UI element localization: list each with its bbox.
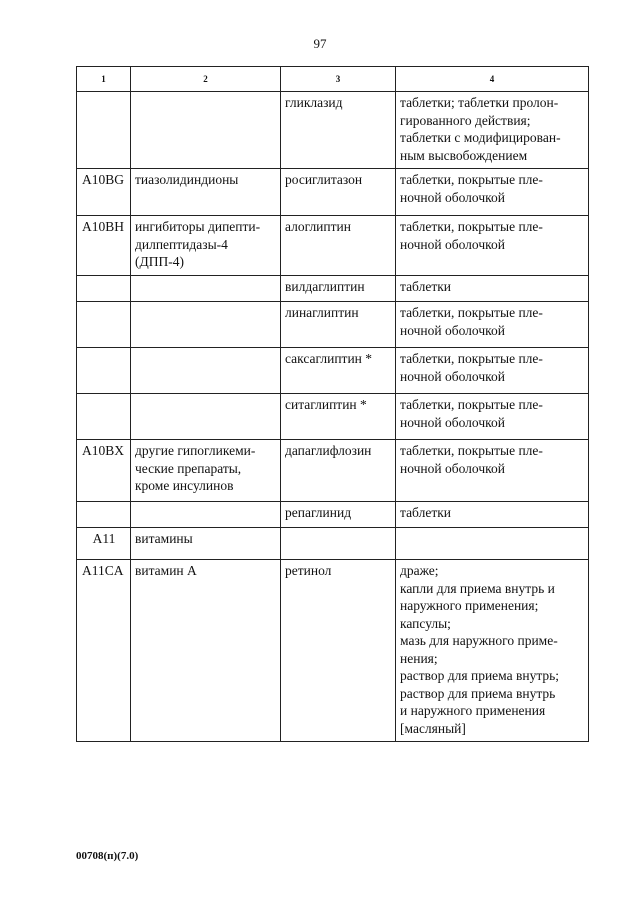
group-name-cell: витамины	[131, 528, 281, 560]
atc-code-cell: A11CA	[77, 560, 131, 742]
table-row	[77, 348, 589, 394]
dosage-form-cell: таблетки, покрытые пле- ночной оболочкой	[396, 348, 589, 394]
drug-name-cell: линаглиптин	[281, 302, 396, 348]
dosage-form-cell: таблетки, покрытые пле- ночной оболочкой	[396, 440, 589, 502]
group-name-cell: тиазолидиндионы	[131, 169, 281, 216]
dosage-form-cell: таблетки, покрытые пле- ночной оболочкой	[396, 302, 589, 348]
table-row	[77, 440, 589, 502]
atc-code-cell	[77, 502, 131, 528]
table-row	[77, 92, 589, 169]
atc-code-cell: A10BG	[77, 169, 131, 216]
atc-code-cell: A11	[77, 528, 131, 560]
atc-code-cell	[77, 394, 131, 440]
column-header: 4	[396, 67, 589, 92]
drug-name-cell: вилдаглиптин	[281, 276, 396, 302]
atc-code-cell: A10BH	[77, 216, 131, 276]
dosage-form-cell	[396, 528, 589, 560]
dosage-form-cell: таблетки	[396, 276, 589, 302]
atc-code-cell: A10BX	[77, 440, 131, 502]
drug-name-cell	[281, 528, 396, 560]
column-header: 1	[77, 67, 131, 92]
dosage-form-cell: таблетки	[396, 502, 589, 528]
table-row	[77, 394, 589, 440]
dosage-form-cell: таблетки, покрытые пле- ночной оболочкой	[396, 169, 589, 216]
drug-name-cell: ретинол	[281, 560, 396, 742]
table-row	[77, 528, 589, 560]
drug-name-cell: дапаглифлозин	[281, 440, 396, 502]
table-row	[77, 216, 589, 276]
table-header-row	[77, 67, 589, 92]
document-footer-code: 00708(п)(7.0)	[76, 850, 139, 862]
table-row	[77, 560, 589, 742]
drug-name-cell: ситаглиптин *	[281, 394, 396, 440]
drug-name-cell: саксаглиптин *	[281, 348, 396, 394]
table-row	[77, 502, 589, 528]
group-name-cell	[131, 92, 281, 169]
table-row	[77, 169, 589, 216]
column-header: 3	[281, 67, 396, 92]
group-name-cell	[131, 276, 281, 302]
dosage-form-cell: таблетки; таблетки пролон- гированного действия; таблетки с модифицирован- ным высвобождением	[396, 92, 589, 169]
group-name-cell: ингибиторы дипепти- дилпептидазы-4 (ДПП-4)	[131, 216, 281, 276]
drug-name-cell: репаглинид	[281, 502, 396, 528]
group-name-cell: витамин А	[131, 560, 281, 742]
atc-code-cell	[77, 348, 131, 394]
page-number: 97	[313, 36, 327, 51]
group-name-cell	[131, 348, 281, 394]
atc-code-cell	[77, 276, 131, 302]
dosage-form-cell: драже; капли для приема внутрь и наружного применения; капсулы; мазь для наружного приме- нения; раствор для приема внутрь; раствор для приема внутрь и наружного применения [масляный]	[396, 560, 589, 742]
group-name-cell	[131, 502, 281, 528]
group-name-cell	[131, 394, 281, 440]
dosage-form-cell: таблетки, покрытые пле- ночной оболочкой	[396, 394, 589, 440]
atc-code-cell	[77, 302, 131, 348]
drug-name-cell: гликлазид	[281, 92, 396, 169]
table-row	[77, 276, 589, 302]
table-row	[77, 302, 589, 348]
drug-name-cell: росиглитазон	[281, 169, 396, 216]
atc-code-cell	[77, 92, 131, 169]
drug-table	[76, 66, 589, 742]
group-name-cell: другие гипогликеми- ческие препараты, кроме инсулинов	[131, 440, 281, 502]
drug-name-cell: алоглиптин	[281, 216, 396, 276]
column-header: 2	[131, 67, 281, 92]
group-name-cell	[131, 302, 281, 348]
dosage-form-cell: таблетки, покрытые пле- ночной оболочкой	[396, 216, 589, 276]
